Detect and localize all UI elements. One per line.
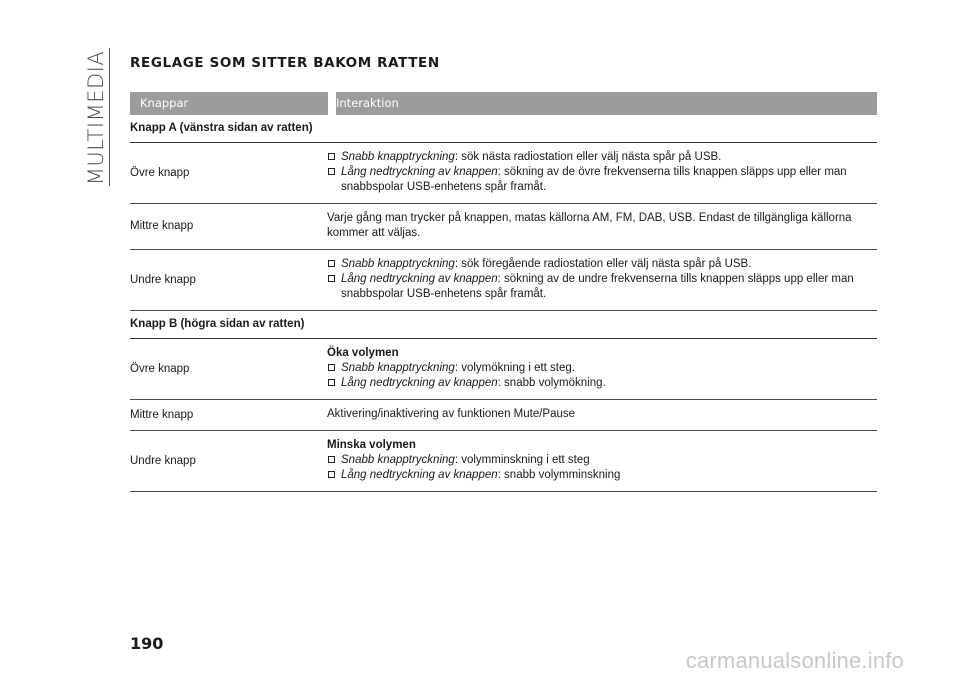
table-row [130,400,877,431]
section-title-a: Knapp A (vänstra sidan av ratten) [130,122,313,134]
list-item [327,376,877,391]
section-row-a [130,115,877,143]
action-label: Snabb knapptryckning [341,151,455,163]
side-divider [109,48,110,186]
checkbox-bullet-icon [328,379,335,386]
action-label: Lång nedtryckning av knappen [341,273,498,285]
action-desc: : snabb volymökning. [497,377,606,389]
watermark: carmanualsonline.info [685,648,904,673]
action-desc: : sök nästa radiostation eller välj nästa spår på USB. [454,151,722,163]
interaction-cell [327,339,877,399]
button-name: Övre knapp [130,362,190,375]
side-label-text: MULTIMEDIA [84,50,108,185]
header-interaction: Interaktion [336,96,399,110]
list-item [327,257,877,272]
page-number: 190 [130,634,164,653]
list-item [327,468,877,483]
action-label: Snabb knapptryckning [341,362,455,374]
action-desc: : volymökning i ett steg. [454,362,575,374]
action-heading: Minska volymen [327,439,416,451]
list-item [327,165,877,195]
table-row [130,250,877,311]
checkbox-bullet-icon [328,275,335,282]
header-gap [328,92,336,115]
table-header [130,92,877,115]
header-buttons: Knappar [140,96,189,110]
controls-table [130,92,877,492]
button-name: Mittre knapp [130,408,194,421]
list-item [327,453,877,468]
interaction-cell: Aktivering/inaktivering av funktionen Mute/Pause [327,408,576,420]
section-side-label [84,50,108,185]
action-label: Lång nedtryckning av knappen [341,166,498,178]
button-name: Undre knapp [130,454,196,467]
button-name: Undre knapp [130,273,196,286]
checkbox-bullet-icon [328,153,335,160]
button-name: Mittre knapp [130,220,194,232]
table-row [130,431,877,492]
checkbox-bullet-icon [328,260,335,267]
table-row [130,143,877,204]
interaction-cell [327,431,877,491]
checkbox-bullet-icon [328,364,335,371]
button-name: Övre knapp [130,166,190,179]
action-label: Snabb knapptryckning [341,454,455,466]
action-label: Lång nedtryckning av knappen [341,377,498,389]
action-desc: : sökning av de undre frekvenserna tills knappen släpps upp eller man snabbspolar USB-enhetens spår framåt. [341,273,854,300]
list-item [327,150,877,165]
list-item [327,361,877,376]
action-desc: : sök föregående radiostation eller välj nästa spår på USB. [454,258,752,270]
action-heading: Öka volymen [327,347,399,359]
interaction-cell [327,143,877,203]
section-title-b: Knapp B (högra sidan av ratten) [130,318,305,330]
action-label: Snabb knapptryckning [341,258,455,270]
checkbox-bullet-icon [328,456,335,463]
interaction-cell: Varje gång man trycker på knappen, matas källorna AM, FM, DAB, USB. Endast de tillgängliga källorna kommer att väljas. [327,212,852,239]
table-row [130,204,877,250]
action-label: Lång nedtryckning av knappen [341,469,498,481]
interaction-cell [327,250,877,310]
list-item [327,272,877,302]
action-desc: : snabb volymminskning [497,469,621,481]
page-title: REGLAGE SOM SITTER BAKOM RATTEN [130,55,440,71]
section-row-b [130,311,877,339]
action-desc: : volymminskning i ett steg [454,454,590,466]
checkbox-bullet-icon [328,471,335,478]
table-row [130,339,877,400]
action-desc: : sökning av de övre frekvenserna tills knappen släpps upp eller man snabbspolar USB-enhetens spår framåt. [341,166,847,193]
checkbox-bullet-icon [328,168,335,175]
